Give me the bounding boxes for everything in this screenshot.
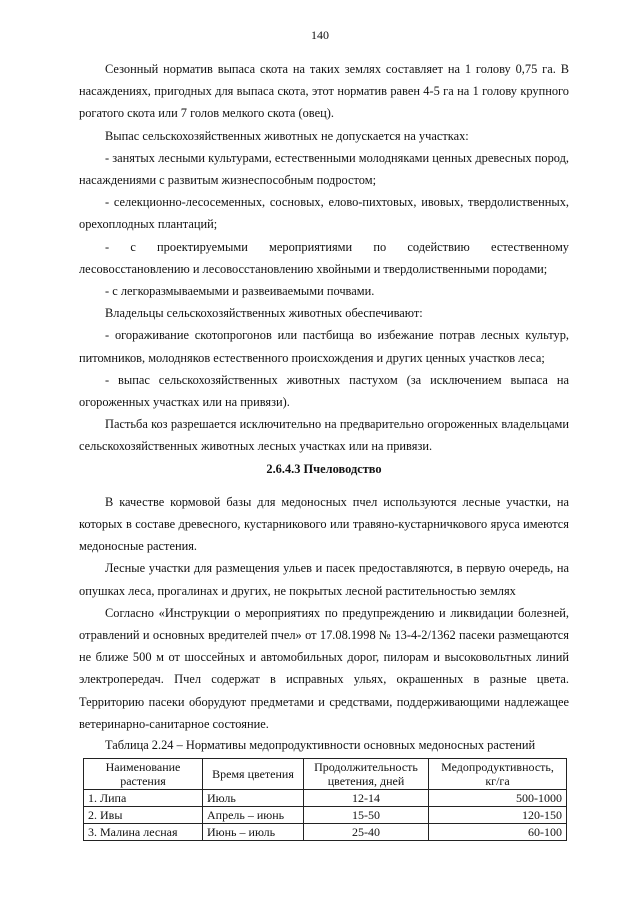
- paragraph: Владельцы сельскохозяйственных животных обеспечивают:: [105, 306, 423, 321]
- list-item: - селекционно-лесосеменных, сосновых, елово-пихтовых, ивовых, твердолиственных, орехоплодных плантаций;: [79, 195, 569, 232]
- page-number: 140: [311, 28, 329, 42]
- table-caption: Таблица 2.24 – Нормативы медопродуктивности основных медоносных растений: [105, 738, 536, 753]
- paragraph: Сезонный норматив выпаса скота на таких землях составляет на 1 голову 0,75 га. В насаждениях, пригодных для выпаса скота, этот норматив равен 4-5 га на 1 голову крупного рогатого скота или 7 голов мелкого скота (овец).: [79, 62, 569, 121]
- table-cell: 500-1000: [429, 790, 567, 807]
- table-cell: 120-150: [429, 807, 567, 824]
- list-item: - с проектируемыми мероприятиями по содействию естественному лесовосстановлению и лесовосстановлению хвойными и твердолиственными породами;: [79, 239, 569, 276]
- table-cell: 1. Липа: [84, 790, 203, 807]
- list-item: - выпас сельскохозяйственных животных пастухом (за исключением выпаса на огороженных участках или на привязи).: [79, 372, 569, 410]
- table-cell: 60-100: [429, 824, 567, 841]
- paragraph: Лесные участки для размещения ульев и пасек предоставляются, в первую очередь, на опушках леса, прогалинах и других, не покрытых лесной растительностью землях: [79, 561, 569, 598]
- table-cell: Июль: [203, 790, 304, 807]
- column-header: Время цветения: [203, 759, 304, 790]
- column-header: Медопродуктивность, кг/га: [429, 759, 567, 790]
- table-cell: 25-40: [304, 824, 429, 841]
- table-row: [84, 824, 567, 841]
- section-heading: 2.6.4.3 Пчеловодство: [266, 461, 382, 476]
- table-cell: 2. Ивы: [84, 807, 203, 824]
- list-item: - занятых лесными культурами, естественными молодняками ценных древесных пород, насаждениями с развитым жизнеспособным подростом;: [79, 150, 569, 188]
- table-row: [84, 807, 567, 824]
- column-header: Продолжительность цветения, дней: [304, 759, 429, 790]
- table-row: [84, 790, 567, 807]
- paragraph: Пастьба коз разрешается исключительно на предварительно огороженных владельцами сельскохозяйственных животных лесных участках или на привязи.: [79, 417, 569, 454]
- document-body: [79, 58, 569, 841]
- honey-productivity-table: [83, 758, 567, 841]
- list-item: - огораживание скотопрогонов или пастбища во избежание потрав лесных культур, питомников, молодняков естественного происхождения и других ценных участков леса;: [79, 328, 569, 365]
- column-header: Наименование растения: [84, 759, 203, 790]
- table-header-row: [84, 759, 567, 790]
- list-item: - с легкоразмываемыми и развеиваемыми почвами.: [105, 284, 375, 299]
- table-cell: Апрель – июнь: [203, 807, 304, 824]
- paragraph: В качестве кормовой базы для медоносных пчел используются лесные участки, на которых в составе древесного, кустарникового или травяно-кустарничкового яруса имеются медоносные растения.: [79, 494, 569, 554]
- paragraph: Выпас сельскохозяйственных животных не допускается на участках:: [105, 128, 469, 143]
- table-cell: Июнь – июль: [203, 824, 304, 841]
- table-cell: 3. Малина лесная: [84, 824, 203, 841]
- table-cell: 12-14: [304, 790, 429, 807]
- paragraph: Согласно «Инструкции о мероприятиях по предупреждению и ликвидации болезней, отравлений и основных вредителей пчел» от 17.08.1998 № 13-4-2/1362 пасеки размещаются не ближе 500 м от шоссейных и автомобильных дорог, пилорам и высоковольтных линий электропередач. Пчел содержат в исправных ульях, окрашенных в разные цвета. Территорию пасеки оборудуют предметами и средствами, поддерживающими надлежащее ветеринарно-санитарное состояние.: [79, 605, 569, 731]
- table-cell: 15-50: [304, 807, 429, 824]
